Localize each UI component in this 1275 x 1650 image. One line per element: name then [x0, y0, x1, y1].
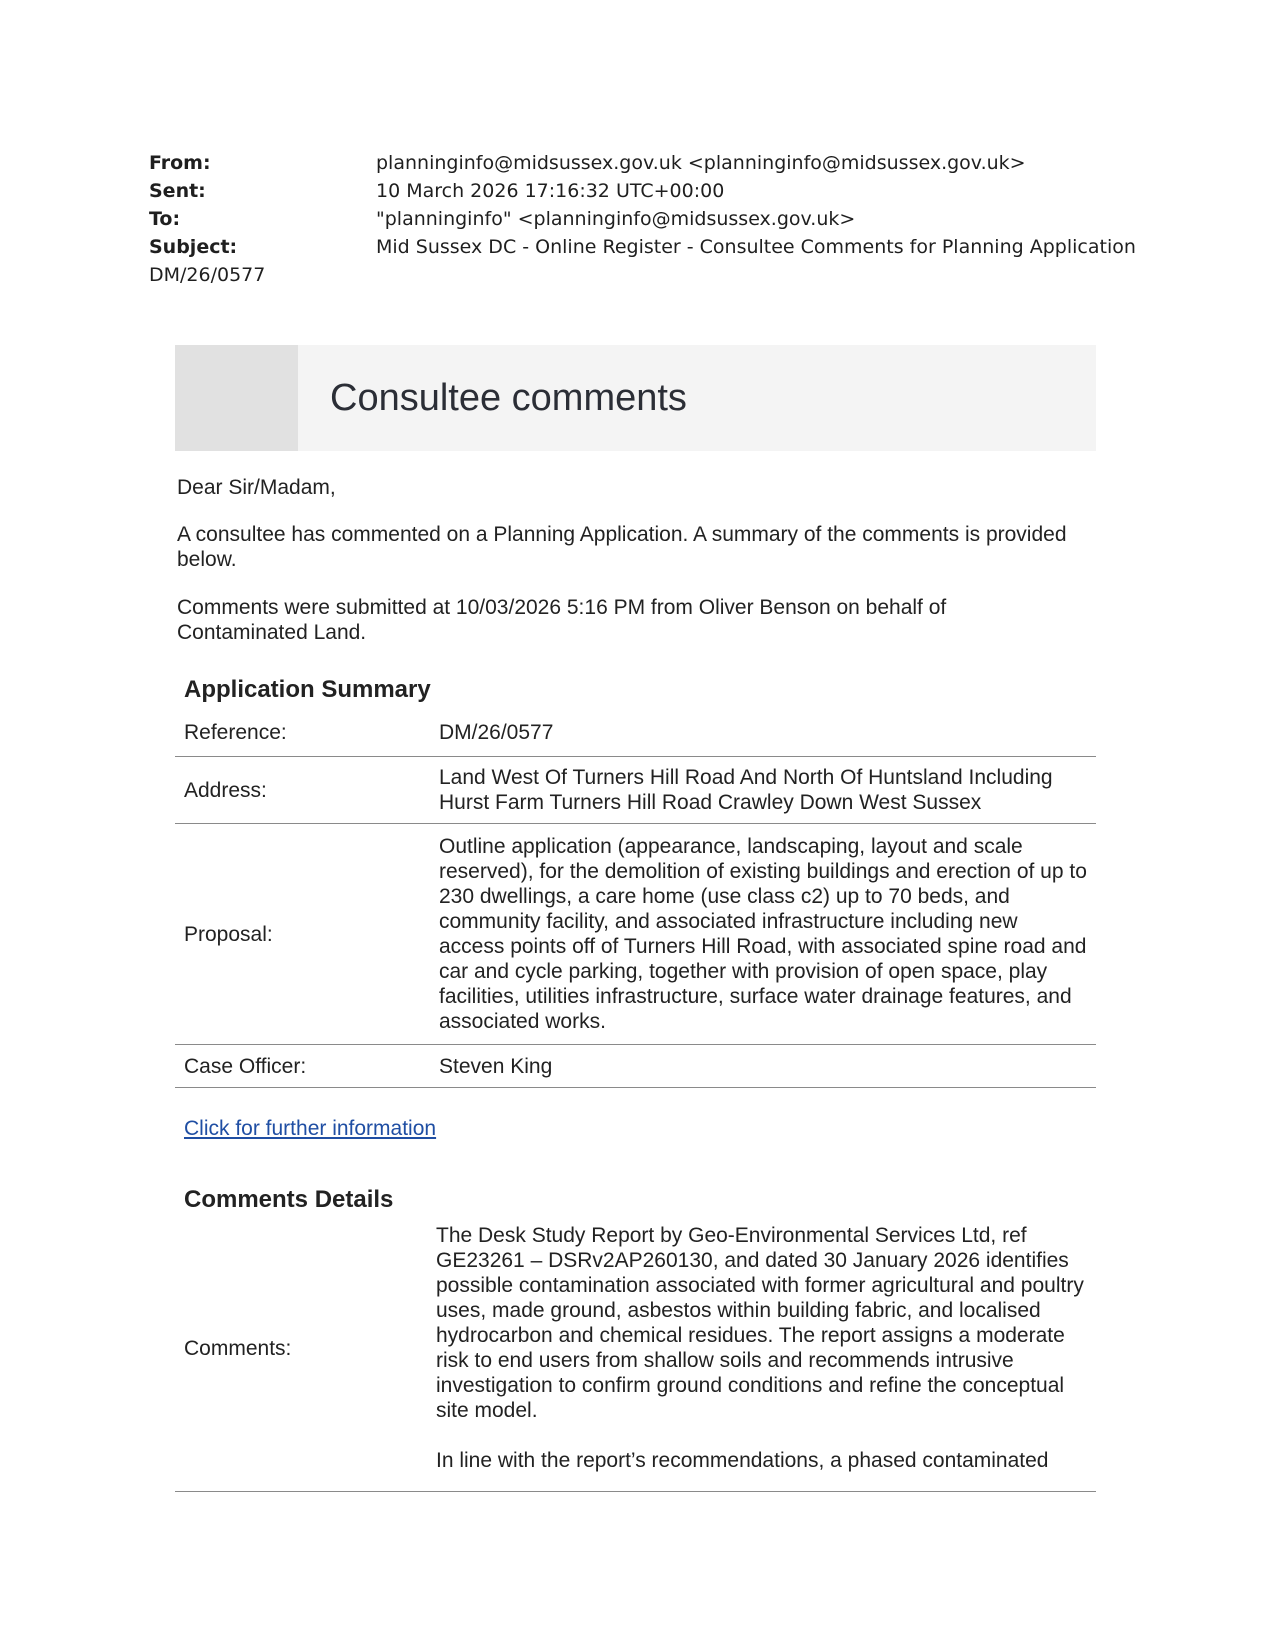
case-officer-label: Case Officer: [184, 1054, 307, 1078]
address-value: Land West Of Turners Hill Road And North Of Huntsland Including Hurst Farm Turners Hill Road Crawley Down West Sussex [439, 766, 1053, 814]
proposal-label: Proposal: [184, 922, 273, 946]
reference-label: Reference: [184, 720, 287, 744]
further-information-link[interactable]: Click for further information [184, 1117, 437, 1140]
table-row [175, 757, 1096, 824]
sent-value: 10 March 2026 17:16:32 UTC+00:00 [376, 180, 725, 202]
submission-note: Comments were submitted at 10/03/2026 5:16 PM from Oliver Benson on behalf of Contaminated Land. [177, 596, 947, 644]
application-summary-table [175, 708, 1096, 1088]
sent-label: Sent: [149, 180, 206, 202]
from-label: From: [149, 152, 211, 174]
to-row [149, 205, 1149, 233]
sent-row [149, 177, 1149, 205]
consultee-banner [175, 345, 1096, 451]
greeting: Dear Sir/Madam, [177, 476, 336, 499]
comments-details-heading: Comments Details [184, 1186, 394, 1213]
reference-value: DM/26/0577 [439, 720, 554, 744]
proposal-value: Outline application (appearance, landscaping, layout and scale reserved), for the demolition of existing buildings and erection of up to 230 dwellings, a care home (use class c2) up to 70 beds, and community facility, and associated infrastructure including new access points off of Turners Hill Road, with associated spine road and car and cycle parking, together with provision of open space, play facilities, utilities infrastructure, surface water drainage features, and associated works. [439, 835, 1087, 1033]
application-summary-heading: Application Summary [184, 676, 431, 703]
to-label: To: [149, 208, 181, 230]
comments-details-block [175, 1223, 1096, 1492]
case-officer-value: Steven King [439, 1054, 553, 1078]
banner-accent-block [175, 345, 298, 451]
comments-paragraph: In line with the report’s recommendations, a phased contaminated [436, 1449, 1049, 1472]
subject-continuation: DM/26/0577 [149, 264, 266, 286]
address-label: Address: [184, 778, 267, 802]
comments-text [436, 1223, 1096, 1473]
from-row [149, 149, 1149, 177]
subject-label: Subject: [149, 236, 238, 258]
comments-label: Comments: [184, 1337, 292, 1360]
comments-paragraph: The Desk Study Report by Geo-Environmental Services Ltd, ref GE23261 – DSRv2AP260130, and dated 30 January 2026 identifies possible contamination associated with former agricultural and poultry uses, made ground, asbestos within building fabric, and localised hydrocarbon and chemical residues. The report assigns a moderate risk to end users from shallow soils and recommends intrusive investigation to confirm ground conditions and refine the conceptual site model. [436, 1224, 1084, 1422]
table-row [175, 824, 1096, 1045]
subject-row [149, 233, 1149, 261]
page-title: Consultee comments [330, 377, 687, 419]
subject-value: Mid Sussex DC - Online Register - Consultee Comments for Planning Application [376, 236, 1136, 258]
email-header [149, 149, 1149, 289]
table-row [175, 708, 1096, 757]
to-value: "planninginfo" <planninginfo@midsussex.gov.uk> [376, 208, 856, 230]
table-row [175, 1045, 1096, 1088]
from-value: planninginfo@midsussex.gov.uk <planninginfo@midsussex.gov.uk> [376, 152, 1026, 174]
intro-summary: A consultee has commented on a Planning Application. A summary of the comments is provided below. [177, 523, 1067, 571]
